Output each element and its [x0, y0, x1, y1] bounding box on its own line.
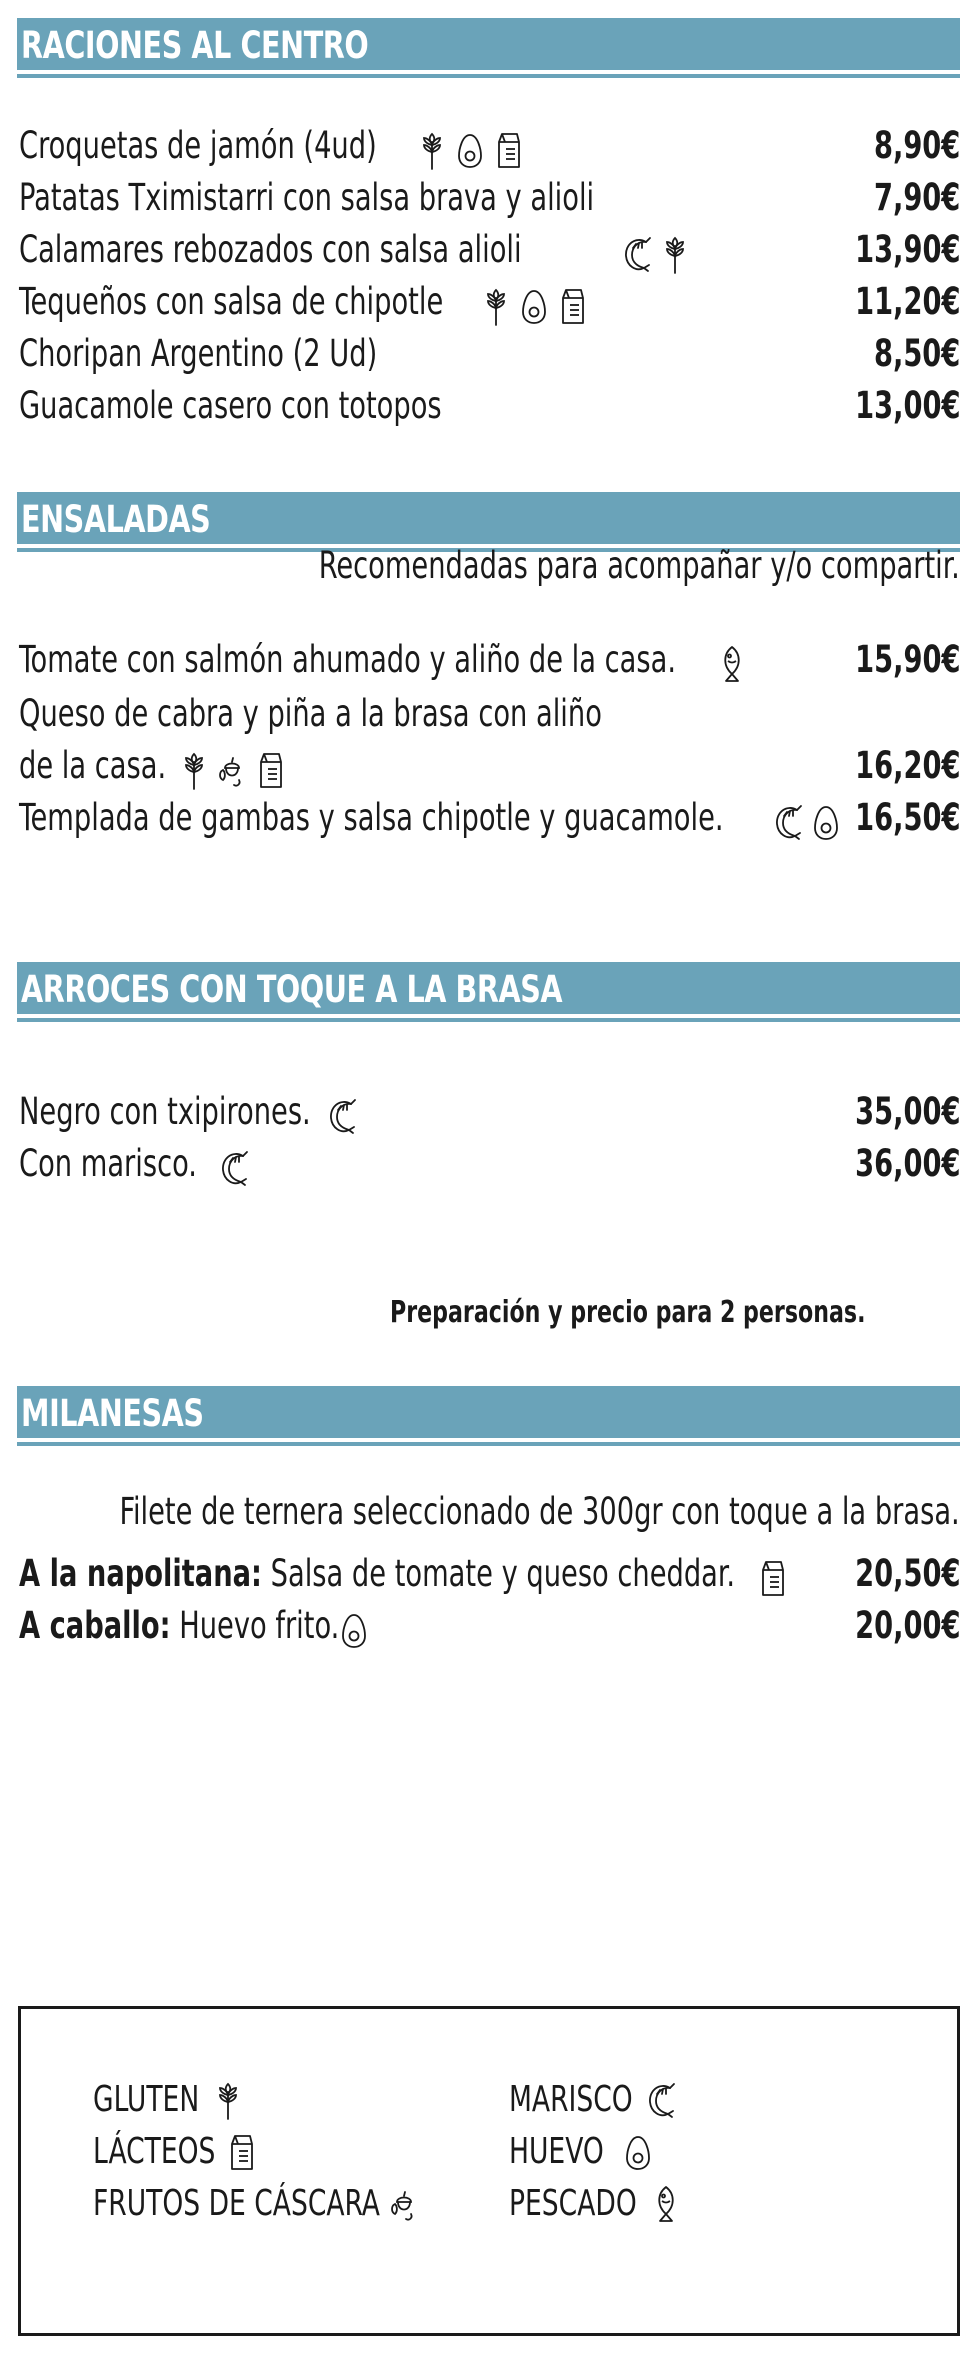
section-header-arroces [17, 962, 960, 1018]
section-note: Preparación y precio para 2 personas. [390, 1295, 866, 1330]
section-title: RACIONES AL CENTRO [21, 24, 369, 67]
gluten-icon [481, 286, 511, 326]
item-description: Salsa de tomate y queso cheddar. [270, 1552, 736, 1595]
item-name: Con marisco. [19, 1142, 197, 1185]
item-name-line1: Queso de cabra y piña a la brasa con aliño [19, 692, 602, 735]
fish-icon [717, 644, 747, 684]
legend-label: MARISCO [509, 2079, 633, 2120]
legend-item-fish [509, 2183, 681, 2224]
dairy-icon [226, 2132, 256, 2172]
menu-item [19, 384, 960, 434]
menu-item [19, 638, 960, 688]
gluten-icon [660, 234, 690, 274]
shellfish-icon [773, 802, 803, 842]
egg-icon [519, 286, 549, 326]
dairy-icon [557, 286, 587, 326]
item-name: Negro con txipirones. [19, 1090, 311, 1133]
item-name [19, 1552, 735, 1595]
item-name: Choripan Argentino (2 Ud) [19, 332, 378, 375]
legend-label: HUEVO [509, 2131, 604, 2172]
item-name: Croquetas de jamón (4ud) [19, 124, 377, 167]
dairy-icon [757, 1558, 787, 1598]
item-price: 20,50€ [854, 1552, 960, 1595]
item-description: Huevo frito. [179, 1604, 340, 1647]
legend-item-shellfish [509, 2079, 676, 2120]
item-price: 8,50€ [873, 332, 960, 375]
gluten-icon [179, 750, 209, 790]
allergen-legend [18, 2006, 960, 2336]
gluten-icon [213, 2080, 243, 2120]
legend-label: LÁCTEOS [93, 2131, 216, 2172]
section-subtitle: Filete de ternera seleccionado de 300gr con toque a la brasa. [119, 1490, 960, 1533]
item-name: Guacamole casero con totopos [19, 384, 442, 427]
legend-item-dairy [93, 2131, 256, 2172]
menu-item [19, 176, 960, 226]
item-price: 13,90€ [854, 228, 960, 271]
egg-icon [811, 802, 841, 842]
item-price: 20,00€ [854, 1604, 960, 1647]
section-header-milanesas [17, 1386, 960, 1442]
menu-item [19, 228, 960, 278]
item-name: Patatas Tximistarri con salsa brava y alioli [19, 176, 595, 219]
item-price: 16,20€ [854, 744, 960, 787]
section-title: ENSALADAS [21, 498, 211, 541]
legend-item-egg [509, 2131, 653, 2172]
section-title: MILANESAS [21, 1392, 204, 1435]
menu-item [19, 332, 960, 382]
item-price: 7,90€ [873, 176, 960, 219]
item-price: 11,20€ [854, 280, 960, 323]
legend-label: GLUTEN [93, 2079, 200, 2120]
item-name: Tomate con salmón ahumado y aliño de la casa. [19, 638, 676, 681]
menu-item [19, 692, 960, 742]
fish-icon [651, 2184, 681, 2224]
item-label: A caballo: [19, 1604, 171, 1647]
item-label: A la napolitana: [19, 1552, 262, 1595]
item-name: Tequeños con salsa de chipotle [19, 280, 444, 323]
item-name: Calamares rebozados con salsa alioli [19, 228, 522, 271]
item-price: 16,50€ [854, 796, 960, 839]
section-title: ARROCES CON TOQUE A LA BRASA [21, 968, 563, 1011]
shellfish-icon [327, 1096, 357, 1136]
gluten-icon [417, 130, 447, 170]
legend-label: FRUTOS DE CÁSCARA [93, 2183, 380, 2224]
menu-item [19, 124, 960, 174]
egg-icon [339, 1610, 369, 1650]
legend-label: PESCADO [509, 2183, 637, 2224]
item-name [19, 1604, 339, 1647]
item-price: 35,00€ [854, 1090, 960, 1133]
shellfish-icon [646, 2080, 676, 2120]
item-name: de la casa. [19, 744, 167, 787]
item-price: 8,90€ [873, 124, 960, 167]
nuts-icon [217, 750, 247, 790]
menu-item [19, 1090, 960, 1140]
menu-item [19, 280, 960, 330]
shellfish-icon [219, 1148, 249, 1188]
legend-item-nuts [93, 2183, 419, 2224]
shellfish-icon [622, 234, 652, 274]
item-price: 36,00€ [854, 1142, 960, 1185]
section-header-raciones [17, 18, 960, 74]
item-price: 13,00€ [854, 384, 960, 427]
nuts-icon [389, 2184, 419, 2224]
egg-icon [623, 2132, 653, 2172]
item-price: 15,90€ [854, 638, 960, 681]
menu-item [19, 1552, 960, 1602]
section-header-ensaladas [17, 492, 960, 548]
dairy-icon [493, 130, 523, 170]
egg-icon [455, 130, 485, 170]
item-name: Templada de gambas y salsa chipotle y guacamole. [19, 796, 724, 839]
menu-item [19, 1142, 960, 1192]
legend-item-gluten [93, 2079, 243, 2120]
menu-item [19, 1604, 960, 1654]
menu-item [19, 796, 960, 846]
dairy-icon [255, 750, 285, 790]
menu-item [19, 744, 960, 794]
section-subtitle: Recomendadas para acompañar y/o compartir. [318, 544, 960, 587]
